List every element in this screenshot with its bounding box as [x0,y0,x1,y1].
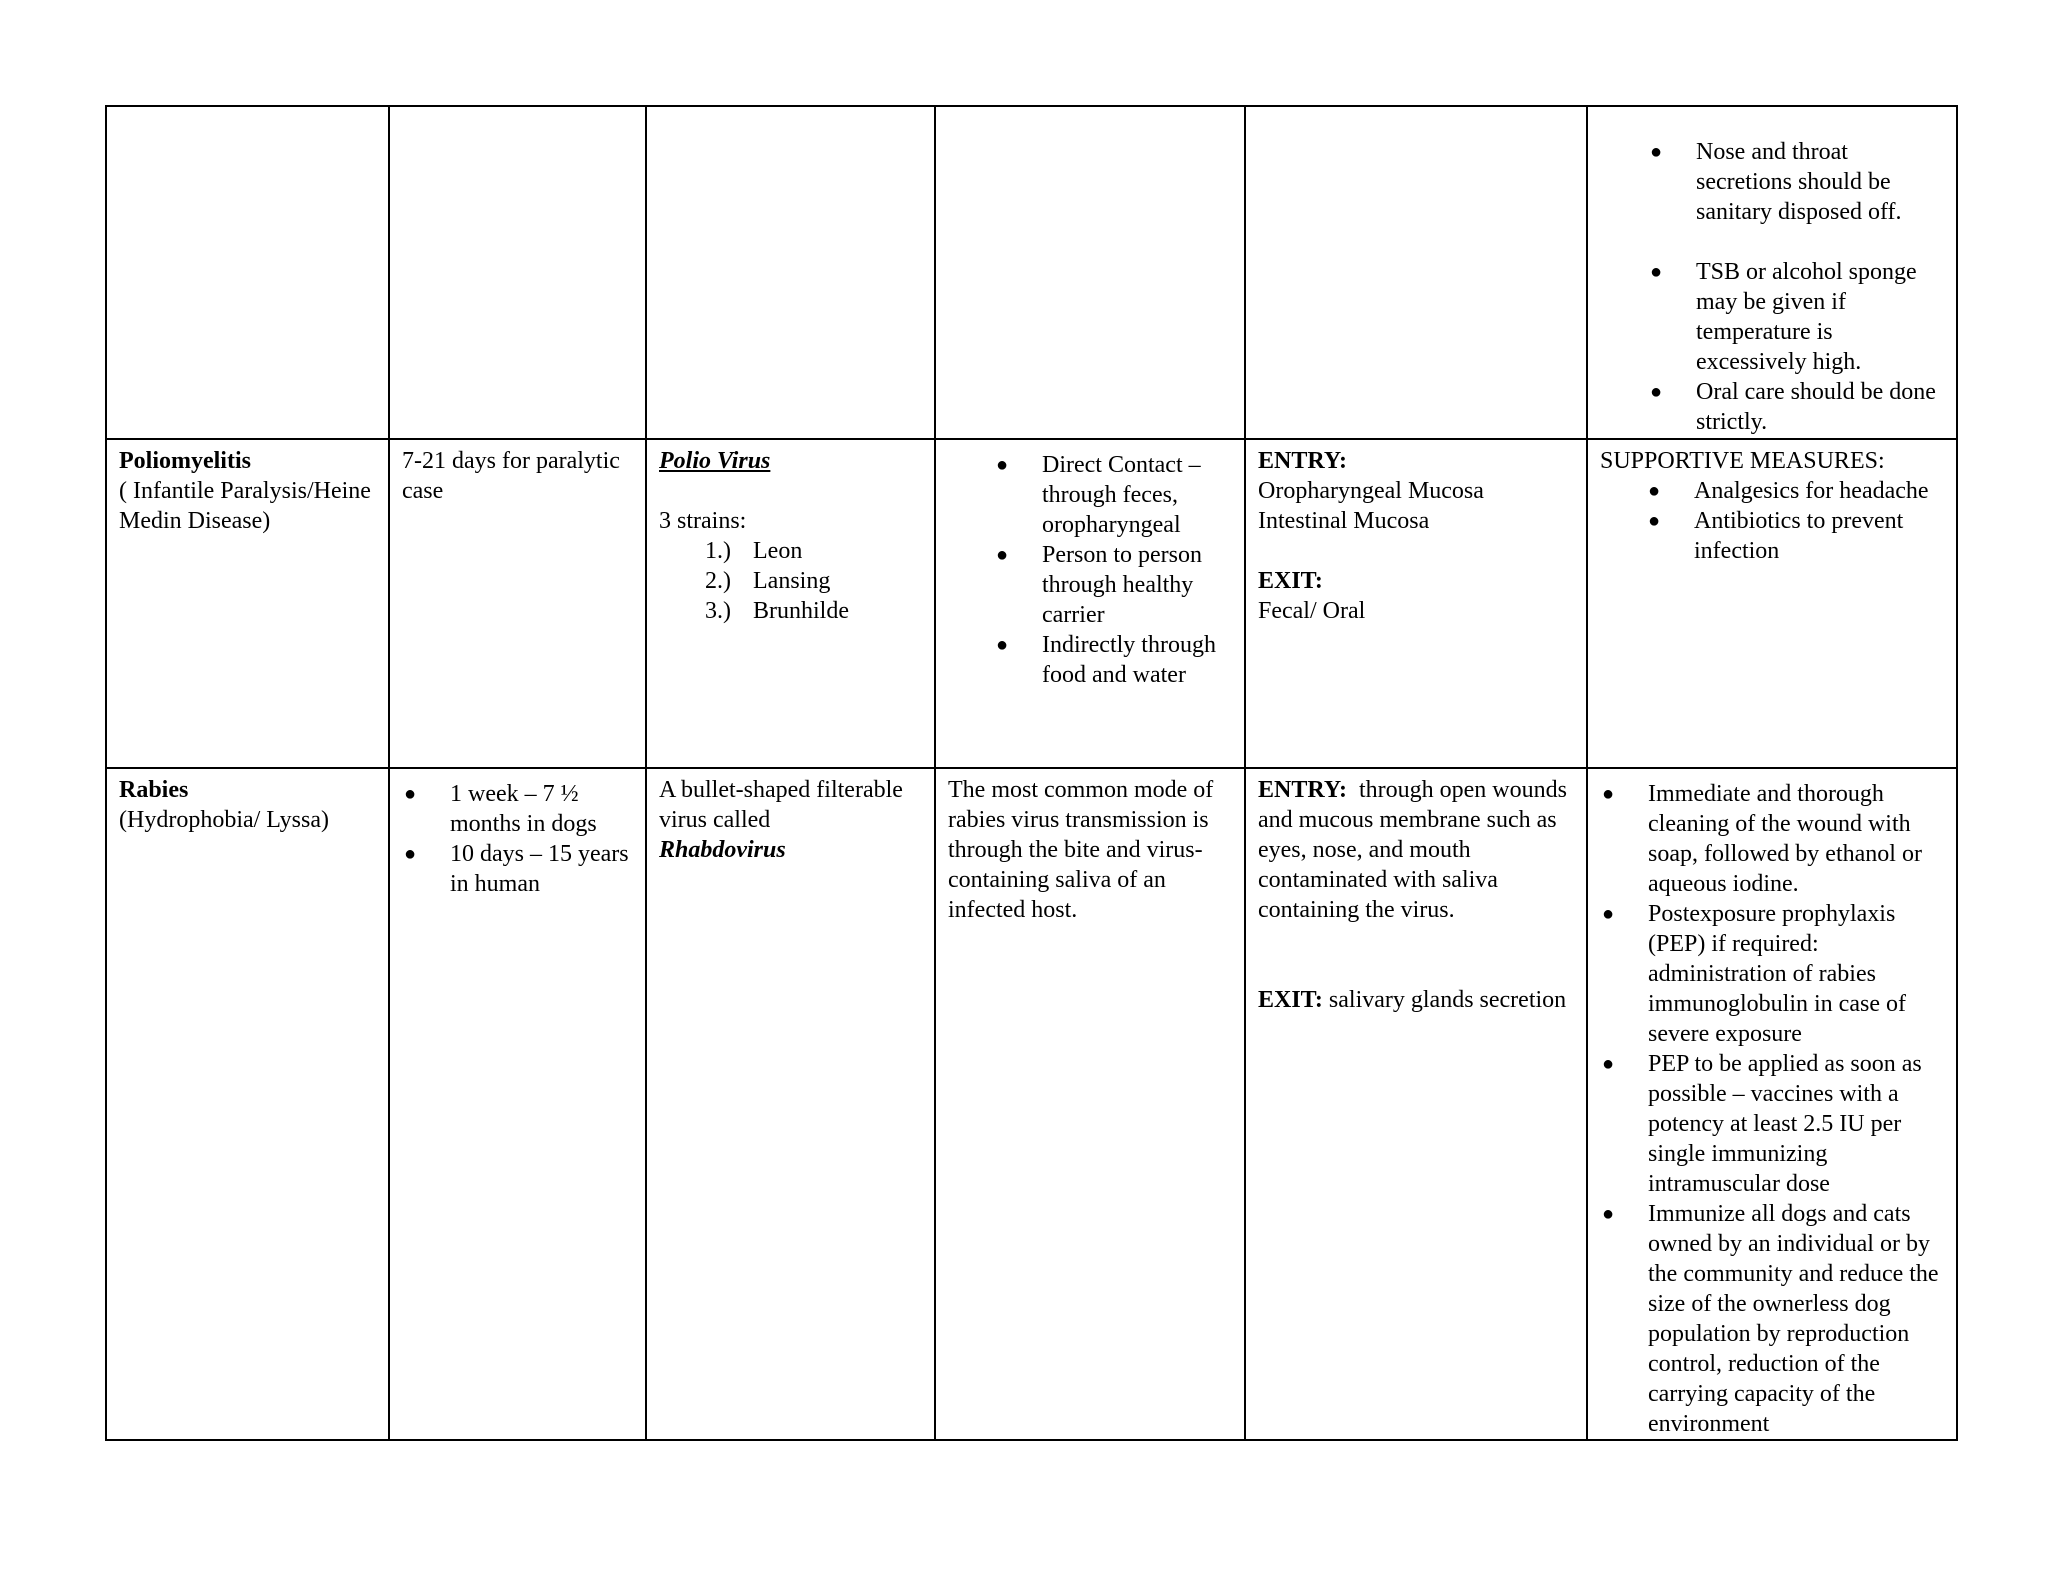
list-item: ● Immediate and thorough cleaning of the wound with soap, followed by ethanol or aqueous iodine. [1602,781,1922,897]
list-item: ● Nose and throat secretions should be sanitary disposed off. [1650,139,1902,225]
management-heading: SUPPORTIVE MEASURES: [1600,448,1885,474]
disease-name: Rabies [119,777,189,803]
list-item: ● Immunize all dogs and cats owned by an individual or by the community and reduce the size of the ownerless dog population by reproduction control, reduction of the carrying capacity of the environment [1602,1201,1939,1437]
list-item: ● Direct Contact – through feces, oropharyngeal [996,452,1201,538]
entry-line: Intestinal Mucosa [1258,508,1430,534]
list-item: ● Postexposure prophylaxis (PEP) if required: administration of rabies immunoglobulin in case of severe exposure [1602,901,1906,1047]
entry-label: ENTRY: [1258,777,1347,803]
list-item: 2.) Lansing [705,568,831,594]
management-list [1600,137,1944,437]
entry-exit-cell [1245,106,1587,439]
entry-exit-cell [1245,439,1587,768]
disease-cell [106,768,389,1440]
agent-cell [646,106,935,439]
list-item: ● 1 week – 7 ½ months in dogs [404,781,597,837]
agent-text: A bullet-shaped filterable virus called [659,777,903,833]
exit-label: EXIT: [1258,568,1323,594]
list-item: 1.) Leon [705,538,803,564]
list-item: ● Antibiotics to prevent infection [1648,508,1904,564]
transmission-list [948,446,1232,690]
list-item: ● Person to person through healthy carrier [996,542,1202,628]
disease-table [105,105,1958,1441]
list-item: ● PEP to be applied as soon as possible – vaccines with a potency at least 2.5 IU per single immunizing intramuscular dose [1602,1051,1922,1197]
list-item: ● TSB or alcohol sponge may be given if temperature is excessively high. [1650,259,1917,375]
transmission-cell [935,768,1245,1440]
entry-text: through open wounds and mucous membrane such as eyes, nose, and mouth contaminated with saliva containing the virus. [1258,777,1567,923]
incubation-list [402,775,633,899]
transmission-cell [935,439,1245,768]
table-row [106,106,1957,439]
exit-text: Fecal/ Oral [1258,598,1366,624]
list-item: ● Oral care should be done strictly. [1650,379,1936,435]
management-cell [1587,439,1957,768]
disease-alias: (Hydrophobia/ Lyssa) [119,807,329,833]
management-list [1600,476,1944,566]
management-cell [1587,106,1957,439]
incubation-text: 7-21 days for paralytic case [402,448,620,504]
exit-text: salivary glands secretion [1328,987,1567,1013]
incubation-cell [389,439,646,768]
entry-label: ENTRY: [1258,448,1347,474]
entry-line: Oropharyngeal Mucosa [1258,478,1484,504]
strain-list [659,536,922,626]
disease-name: Poliomyelitis [119,448,251,474]
agent-cell [646,439,935,768]
strains-intro: 3 strains: [659,508,747,534]
exit-block [1258,985,1574,1015]
agent-cell [646,768,935,1440]
incubation-cell [389,768,646,1440]
table-row [106,768,1957,1440]
table-row [106,439,1957,768]
disease-cell [106,439,389,768]
agent-name: Polio Virus [659,448,771,474]
agent-name: Rhabdovirus [659,837,786,863]
entry-block [1258,775,1574,925]
disease-alias: ( Infantile Paralysis/Heine Medin Disease) [119,478,371,534]
incubation-cell [389,106,646,439]
transmission-text: The most common mode of rabies virus transmission is through the bite and virus-containing saliva of an infected host. [948,777,1214,923]
management-cell [1587,768,1957,1440]
exit-label: EXIT: [1258,987,1323,1013]
list-item: ● 10 days – 15 years in human [404,841,629,897]
entry-exit-cell [1245,768,1587,1440]
transmission-cell [935,106,1245,439]
list-item: 3.) Brunhilde [705,598,849,624]
management-list [1600,775,1944,1439]
list-item: ● Indirectly through food and water [996,632,1216,688]
disease-cell [106,106,389,439]
list-item: ● Analgesics for headache [1648,478,1929,504]
